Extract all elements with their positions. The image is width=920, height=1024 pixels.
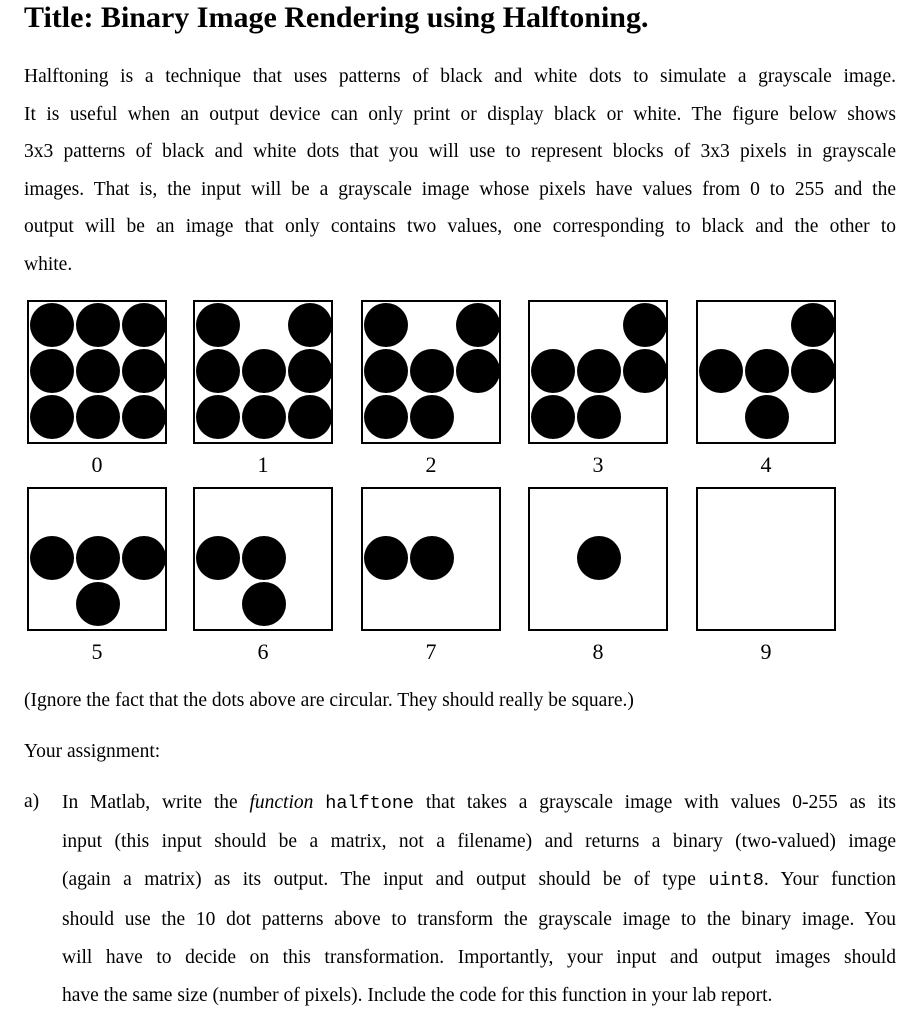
intro-line: white. bbox=[24, 253, 73, 275]
halftone-dot bbox=[456, 349, 500, 393]
text-segment: will have to decide on this transformation. Importantly, your input and output images should bbox=[62, 946, 896, 968]
text-segment: In Matlab, write the bbox=[62, 792, 250, 813]
halftone-dot bbox=[242, 582, 286, 626]
halftone-pattern-1 bbox=[193, 300, 333, 444]
halftone-dot bbox=[30, 349, 74, 393]
pattern-label: 4 bbox=[760, 452, 772, 477]
item-a-line bbox=[62, 901, 896, 939]
item-a-line bbox=[62, 823, 896, 861]
pattern-label: 3 bbox=[592, 452, 604, 477]
halftone-dot bbox=[410, 395, 454, 439]
intro-line: images. That is, the input will be a grayscale image whose pixels have values from 0 to 255 and the bbox=[24, 178, 896, 200]
pattern-label: 9 bbox=[760, 639, 772, 664]
page-title: Title: Binary Image Rendering using Halftoning. bbox=[24, 1, 649, 34]
text-segment: (again a matrix) as its output. The input and output should be of type bbox=[62, 869, 709, 891]
text-segment: should use the 10 dot patterns above to transform the grayscale image to the binary image. You bbox=[62, 908, 896, 930]
halftone-dot bbox=[196, 303, 240, 347]
halftone-dot bbox=[577, 395, 621, 439]
halftone-dot bbox=[76, 303, 120, 347]
code-term: halftone bbox=[325, 793, 415, 814]
halftone-dot bbox=[76, 395, 120, 439]
halftone-dot bbox=[122, 536, 166, 580]
halftone-dot bbox=[196, 395, 240, 439]
halftone-pattern-4 bbox=[696, 300, 836, 444]
text-segment: . Your function bbox=[763, 869, 896, 891]
text-segment: input (this input should be a matrix, not a filename) and returns a binary (two-valued) image bbox=[62, 831, 896, 853]
halftone-dot bbox=[288, 349, 332, 393]
pattern-label: 7 bbox=[425, 639, 437, 664]
text-segment: that takes a grayscale image with values 0-255 as its bbox=[414, 792, 897, 813]
halftone-pattern-3 bbox=[528, 300, 668, 444]
halftone-dot bbox=[242, 536, 286, 580]
halftone-dot bbox=[242, 349, 286, 393]
halftone-dot bbox=[364, 536, 408, 580]
halftone-pattern-6 bbox=[193, 487, 333, 631]
pattern-label: 5 bbox=[91, 639, 103, 664]
figure-note: (Ignore the fact that the dots above are circular. They should really be square.) bbox=[24, 690, 634, 711]
halftone-dot bbox=[456, 303, 500, 347]
pattern-label: 8 bbox=[592, 639, 604, 664]
halftone-dot bbox=[745, 395, 789, 439]
halftone-dot bbox=[122, 303, 166, 347]
halftone-dot bbox=[577, 536, 621, 580]
emphasis-text: function bbox=[249, 792, 314, 813]
pattern-label: 0 bbox=[91, 452, 103, 477]
halftone-dot bbox=[364, 349, 408, 393]
halftone-dot bbox=[122, 395, 166, 439]
halftone-dot bbox=[364, 395, 408, 439]
halftone-dot bbox=[196, 349, 240, 393]
intro-line: It is useful when an output device can only print or display black or white. The figure below shows bbox=[24, 103, 896, 125]
pattern-label: 1 bbox=[257, 452, 269, 477]
halftone-pattern-0 bbox=[27, 300, 167, 444]
text-segment: have the same size (number of pixels). Include the code for this function in your lab report. bbox=[62, 985, 773, 1007]
intro-line: 3x3 patterns of black and white dots that you will use to represent blocks of 3x3 pixels in grayscale bbox=[24, 141, 896, 163]
halftone-dot bbox=[76, 349, 120, 393]
item-a-line bbox=[62, 784, 896, 823]
halftone-pattern-7 bbox=[361, 487, 501, 631]
halftone-dot bbox=[791, 303, 835, 347]
halftone-pattern-2 bbox=[361, 300, 501, 444]
item-a-line bbox=[62, 939, 896, 977]
halftone-dot bbox=[242, 395, 286, 439]
code-term: uint8 bbox=[708, 870, 764, 892]
halftone-dot bbox=[288, 395, 332, 439]
halftone-dot bbox=[364, 303, 408, 347]
assignment-heading: Your assignment: bbox=[24, 741, 161, 762]
halftone-dot bbox=[745, 349, 789, 393]
halftone-dot bbox=[699, 349, 743, 393]
halftone-dot bbox=[623, 349, 667, 393]
intro-line: Halftoning is a technique that uses patterns of black and white dots to simulate a grayscale image. bbox=[24, 66, 896, 87]
halftone-dot bbox=[531, 395, 575, 439]
halftone-dot bbox=[76, 582, 120, 626]
halftone-dot bbox=[122, 349, 166, 393]
item-a-line bbox=[62, 977, 896, 1015]
halftone-pattern-5 bbox=[27, 487, 167, 631]
halftone-dot bbox=[30, 303, 74, 347]
halftone-dot bbox=[196, 536, 240, 580]
pattern-label: 6 bbox=[257, 639, 269, 664]
item-a-line bbox=[62, 861, 896, 900]
item-a-text bbox=[62, 784, 896, 1015]
halftone-dot bbox=[30, 536, 74, 580]
halftone-dot bbox=[410, 349, 454, 393]
pattern-label: 2 bbox=[425, 452, 437, 477]
halftone-dot bbox=[30, 395, 74, 439]
text-segment bbox=[313, 792, 325, 813]
item-a-marker: a) bbox=[24, 791, 40, 812]
halftone-pattern-9 bbox=[696, 487, 836, 631]
intro-line: output will be an image that only contains two values, one corresponding to black and the other to bbox=[24, 216, 896, 238]
halftone-dot bbox=[791, 349, 835, 393]
halftone-dot bbox=[288, 303, 332, 347]
halftone-dot bbox=[577, 349, 621, 393]
halftone-dot bbox=[623, 303, 667, 347]
halftone-dot bbox=[410, 536, 454, 580]
halftone-dot bbox=[531, 349, 575, 393]
halftone-dot bbox=[76, 536, 120, 580]
halftone-pattern-8 bbox=[528, 487, 668, 631]
